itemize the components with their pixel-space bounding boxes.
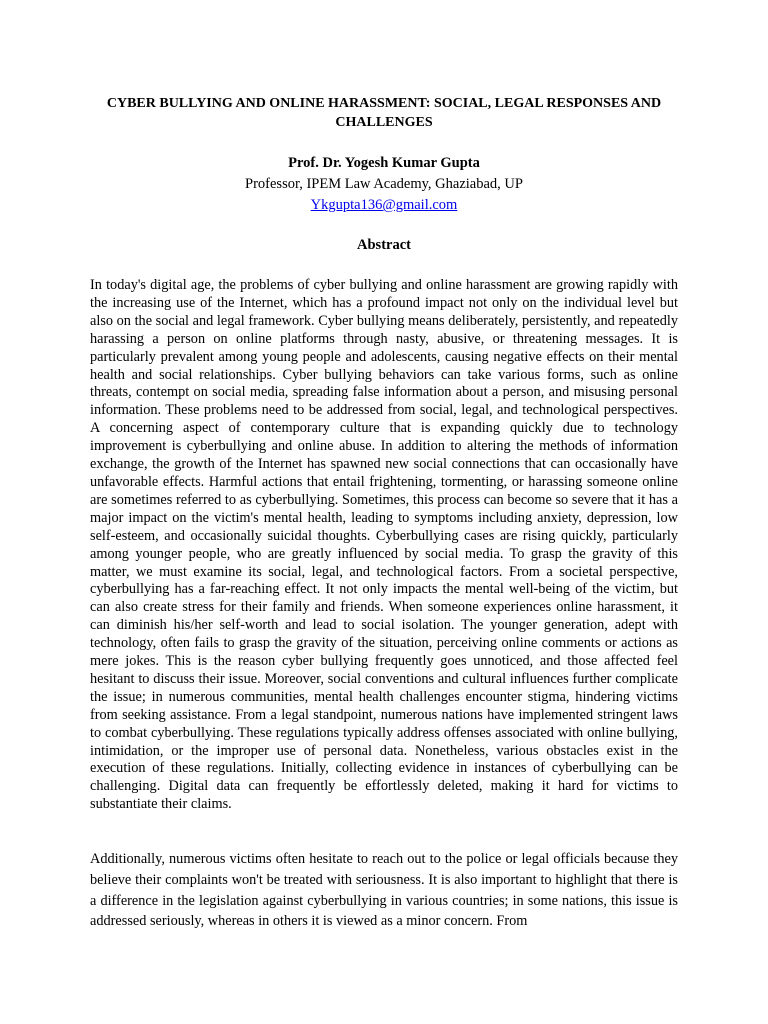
- author-affiliation: Professor, IPEM Law Academy, Ghaziabad, UP: [245, 176, 523, 192]
- author-email: [90, 196, 678, 215]
- abstract-paragraph: In today's digital age, the problems of cyber bullying and online harassment are growing rapidly with the increasing use of the Internet, which has a profound impact not only on the individual level but also on the social and legal framework. Cyber bullying means deliberately, persistently, and repeatedly harassing a person on online platforms through nasty, abusive, or threatening messages. It is particularly prevalent among young people and adolescents, causing negative effects on their mental health and social relationships. Cyber bullying behaviors can take various forms, such as online threats, contempt on social media, spreading false information about a person, and misusing personal information. These problems need to be addressed from social, legal, and technological perspectives. A concerning aspect of contemporary culture that is expanding quickly due to technology improvement is cyberbullying and online abuse. In addition to altering the methods of information exchange, the growth of the Internet has spawned new social connections that can occasionally have unfavorable effects. Harmful actions that entail frightening, tormenting, or harassing someone online are sometimes referred to as cyberbullying. Sometimes, this process can become so severe that it has a major impact on the victim's mental health, leading to symptoms including anxiety, depression, low self-esteem, and occasionally suicidal thoughts. Cyberbullying cases are rising quickly, particularly among younger people, who are greatly influenced by social media. To grasp the gravity of this matter, we must examine its social, legal, and technological factors. From a societal perspective, cyberbullying has a far-reaching effect. It not only impacts the mental well-being of the victim, but can also create stress for their family and friends. When someone experiences online harassment, it can diminish his/her self-worth and lead to social isolation. The younger generation, adept with technology, often fails to grasp the gravity of the situation, perceiving online comments or actions as mere jokes. This is the reason cyber bullying frequently goes unnoticed, and those affected feel hesitant to discuss their issue. Moreover, social conventions and cultural influences further complicate the issue; in numerous communities, mental health challenges encounter stigma, hindering victims from seeking assistance. From a legal standpoint, numerous nations have implemented stringent laws to combat cyberbullying. These regulations typically address offenses associated with online bullying, intimidation, or the improper use of personal data. Nonetheless, various obstacles exist in the execution of these regulations. Initially, collecting evidence in instances of cyberbullying can be challenging. Digital data can frequently be effortlessly deleted, making it hard for victims to substantiate their claims.: [90, 277, 678, 813]
- paper-title: CYBER BULLYING AND ONLINE HARASSMENT: SOCIAL, LEGAL RESPONSES AND CHALLENGES: [106, 96, 662, 130]
- abstract-heading: Abstract: [357, 237, 411, 253]
- email-link[interactable]: Ykgupta136@gmail.com: [310, 197, 458, 213]
- body-paragraph: Additionally, numerous victims often hesitate to reach out to the police or legal officials because they believe their complaints won't be treated with seriousness. It is also important to highlight that there is a difference in the legislation against cyberbullying in various countries; in some nations, this issue is addressed seriously, whereas in others it is viewed as a minor concern. From: [90, 851, 678, 930]
- author-name: Prof. Dr. Yogesh Kumar Gupta: [288, 155, 480, 171]
